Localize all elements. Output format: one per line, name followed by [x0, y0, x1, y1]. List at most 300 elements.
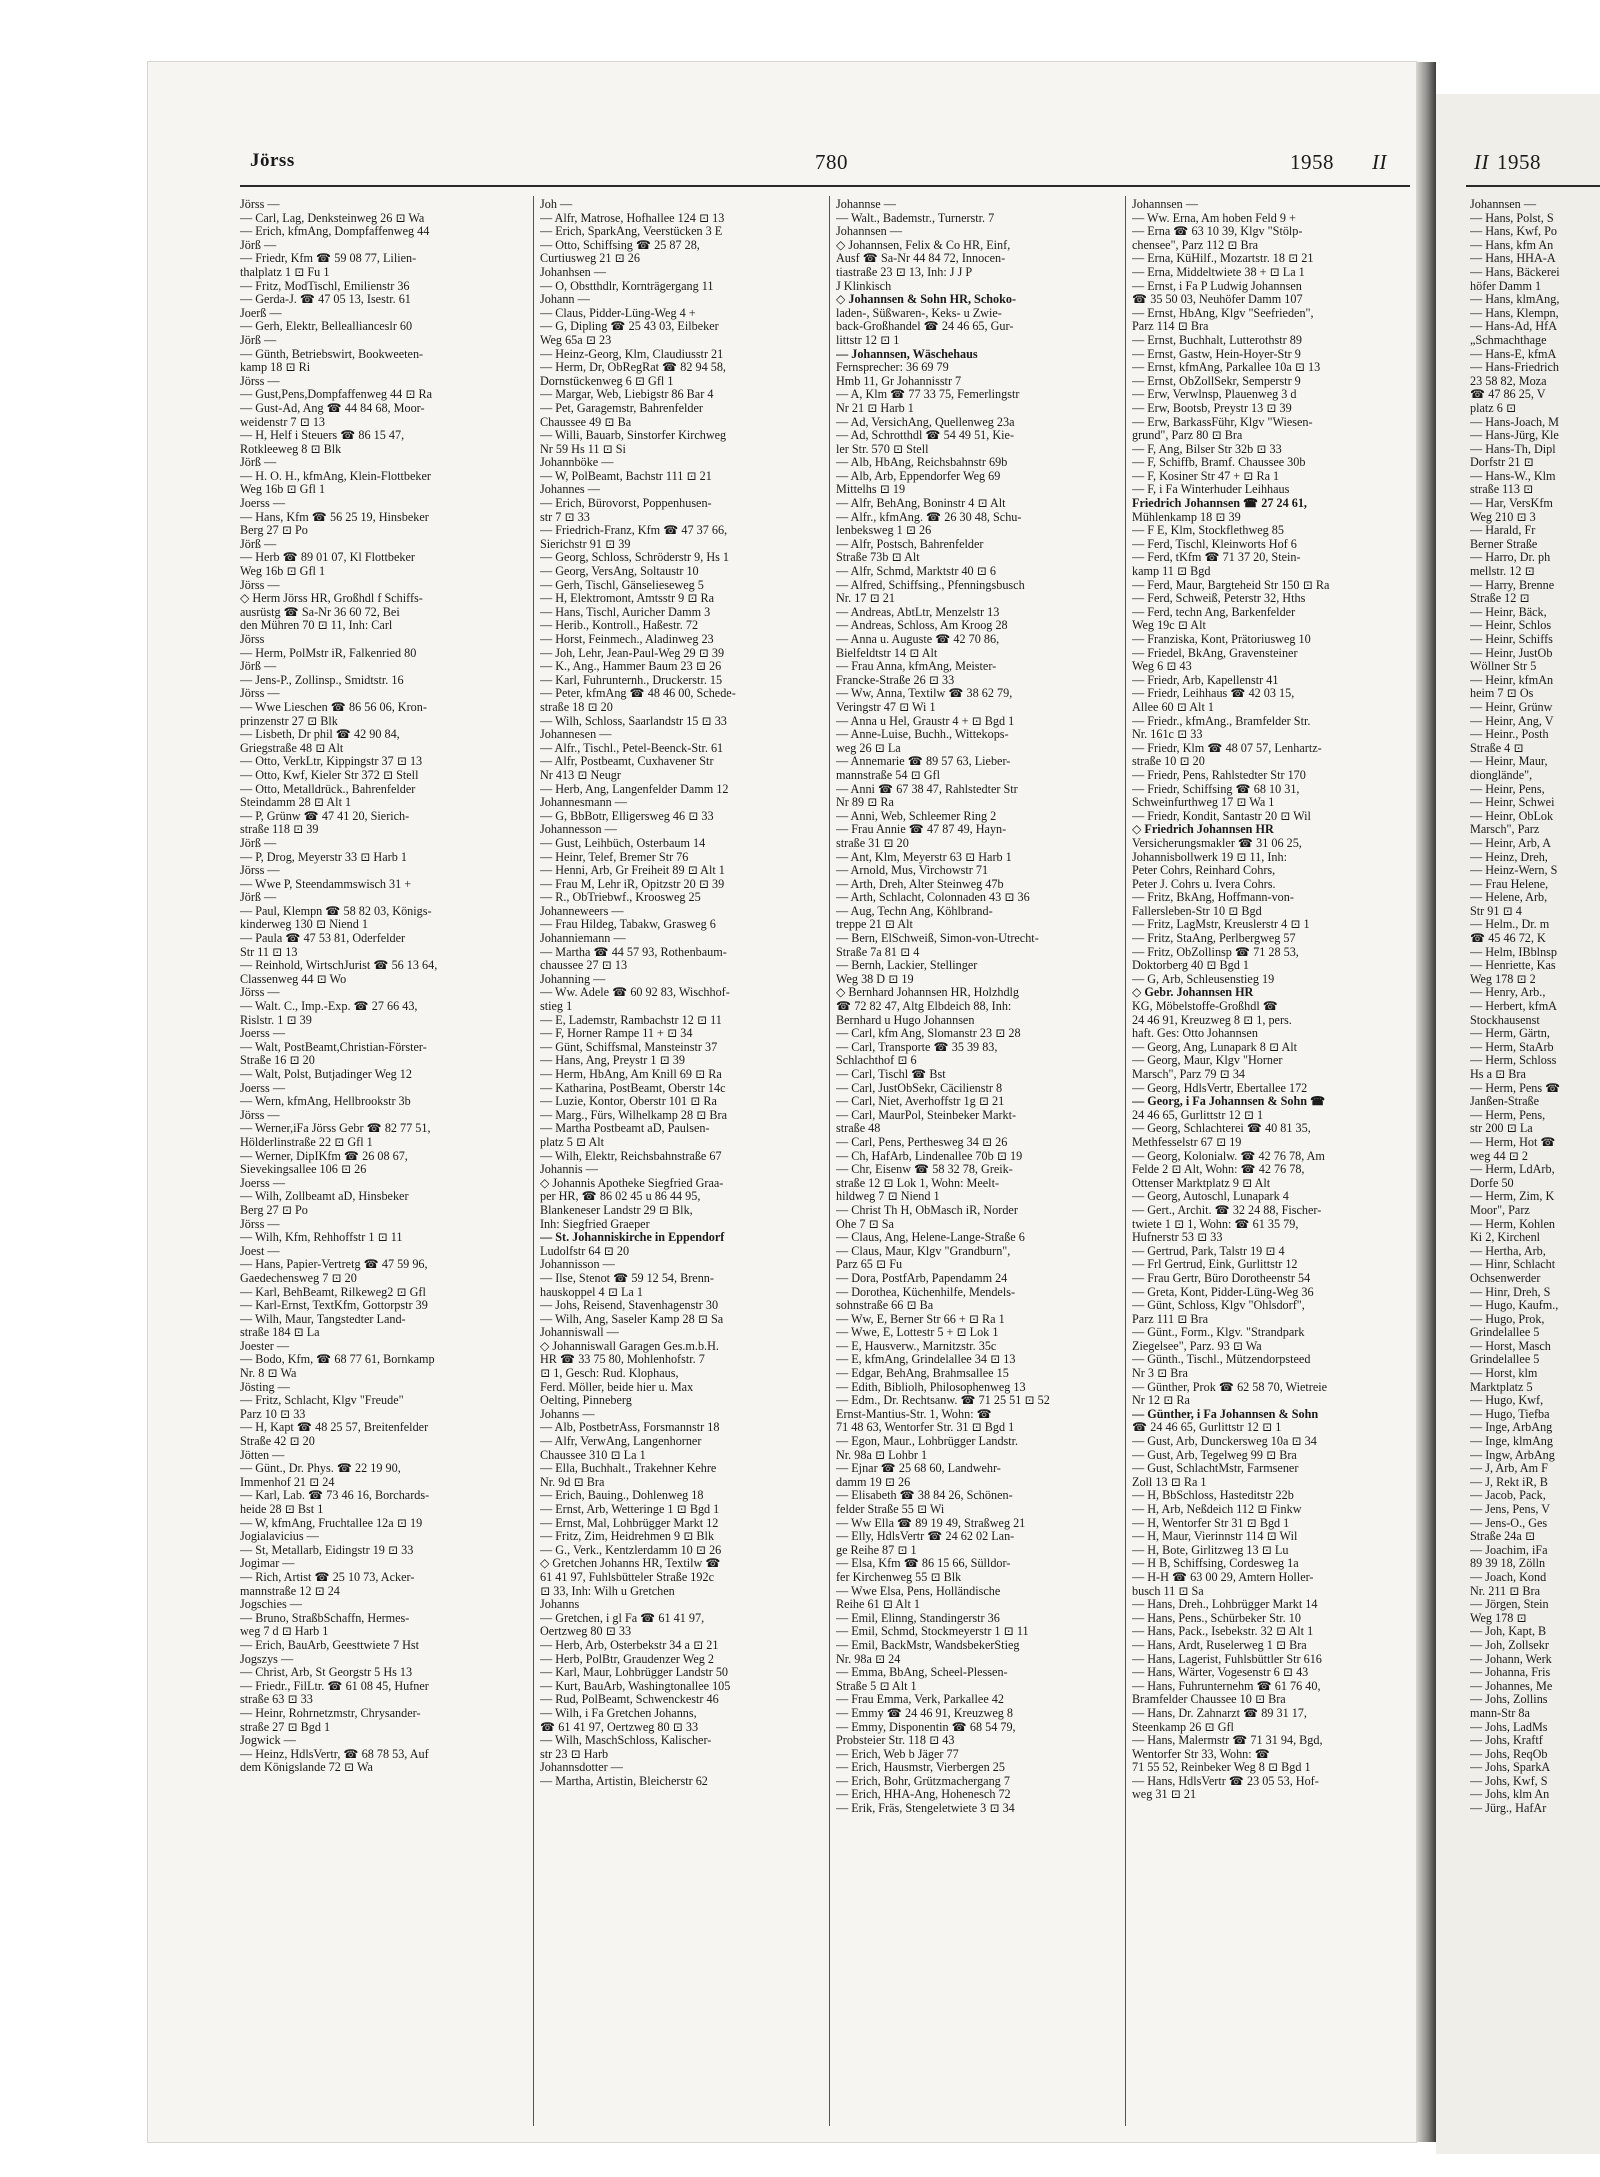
- directory-entry-line: — Otto, Schiffsing ☎ 25 87 28,: [540, 238, 700, 252]
- directory-entry-line: — Claus, Pidder-Lüng-Weg 4 +: [540, 306, 696, 320]
- directory-entry-line: — Friedel, BkAng, Gravensteiner: [1132, 646, 1298, 660]
- directory-entry-line: — Johs, Kwf, S: [1470, 1774, 1548, 1788]
- directory-entry-line: — Gretchen, i gl Fa ☎ 61 41 97,: [540, 1611, 705, 1625]
- directory-entry-line: — Hans, Malermstr ☎ 71 31 94, Bgd,: [1132, 1734, 1323, 1748]
- directory-entry-line: Moor", Parz: [1470, 1203, 1530, 1217]
- directory-entry-line: — Herm, Hot ☎: [1470, 1135, 1556, 1149]
- directory-entry-line: mannstraße 12 ⊡ 24: [240, 1584, 340, 1598]
- directory-entry-line: Friedrich Johannsen ☎ 27 24 61,: [1132, 497, 1307, 511]
- header-rule: [240, 185, 1410, 187]
- directory-entry-line: — Helene, Arb,: [1470, 891, 1548, 905]
- directory-entry-line: — Ernst, i Fa P Ludwig Johannsen: [1132, 279, 1302, 293]
- directory-entry-line: Doktorberg 40 ⊡ Bgd 1: [1132, 959, 1249, 973]
- directory-entry-line: — Heinz, HdlsVertr, ☎ 68 78 53, Auf: [240, 1747, 429, 1761]
- directory-entry-line: — Edgar, BehAng, Brahmsallee 15: [836, 1367, 1009, 1381]
- directory-entry-line: — Johs, LadMs: [1470, 1720, 1548, 1734]
- directory-entry-line: — Emmy ☎ 24 46 91, Kreuzweg 8: [836, 1706, 1013, 1720]
- directory-entry-line: — Heinr., Posth: [1470, 728, 1549, 742]
- directory-entry-line: kamp 11 ⊡ Bgd: [1132, 565, 1211, 579]
- directory-entry-line: Nr 89 ⊡ Ra: [836, 796, 894, 810]
- directory-entry-line: — Annemarie ☎ 89 57 63, Lieber-: [836, 755, 1011, 769]
- directory-entry-line: Jörss —: [240, 374, 280, 388]
- directory-entry-line: Johannböke —: [540, 456, 614, 470]
- directory-entry-line: Parz 114 ⊡ Bra: [1132, 320, 1209, 334]
- directory-entry-line: — P, Grünw ☎ 47 41 20, Sierich-: [240, 809, 410, 823]
- directory-entry-line: — Herm, LdArb,: [1470, 1163, 1555, 1177]
- directory-entry-line: — Elisabeth ☎ 38 84 26, Schönen-: [836, 1489, 1013, 1503]
- directory-entry-line: — Friedr, Arb, Kapellenstr 41: [1132, 673, 1279, 687]
- directory-entry-line: — Inge, ArbAng: [1470, 1421, 1553, 1435]
- directory-entry-line: — Erw, BarkassFühr, Klgv "Wiesen-: [1132, 415, 1313, 429]
- directory-entry-line: Sievekingsallee 106 ⊡ 26: [240, 1163, 367, 1177]
- directory-entry-line: platz 6 ⊡: [1470, 401, 1517, 415]
- directory-entry-line: Ottenser Marktplatz 9 ⊡ Alt: [1132, 1176, 1271, 1190]
- directory-entry-line: straße 10 ⊡ 20: [1132, 755, 1205, 769]
- directory-entry-line: — Paula ☎ 47 53 81, Oderfelder: [240, 932, 406, 946]
- directory-entry-line: — A, Klm ☎ 77 33 75, Femerlingstr: [836, 388, 1020, 402]
- directory-entry-line: — Herm, StaArb: [1470, 1040, 1554, 1054]
- directory-entry-line: Ferd. Möller, beide hier u. Max: [540, 1380, 694, 1394]
- directory-entry-line: Berg 27 ⊡ Po: [240, 524, 308, 538]
- directory-entry-line: Straße 16 ⊡ 20: [240, 1054, 315, 1068]
- directory-entry-line: — Carl, Pens, Perthesweg 34 ⊡ 26: [836, 1135, 1008, 1149]
- directory-entry-line: Mühlenkamp 18 ⊡ 39: [1132, 510, 1241, 524]
- directory-entry-line: — Gust, SchlachtMstr, Farmsener: [1132, 1462, 1299, 1476]
- directory-entry-line: Classenweg 44 ⊡ Wo: [240, 972, 347, 986]
- directory-entry-line: Weg 16b ⊡ Gfl 1: [240, 565, 326, 579]
- column-divider: [829, 196, 830, 2126]
- directory-entry-line: busch 11 ⊡ Sa: [1132, 1584, 1204, 1598]
- directory-entry-line: — F, Ang, Bilser Str 32b ⊡ 33: [1132, 442, 1282, 456]
- directory-entry-line: Straße 7a 81 ⊡ 4: [836, 945, 920, 959]
- directory-entry-line: — Hans, Kwf, Po: [1470, 225, 1558, 239]
- directory-entry-line: — Wilh, Elektr, Reichsbahnstraße 67: [540, 1149, 722, 1163]
- directory-entry-line: — Otto, Metalldrück., Bahrenfelder: [240, 782, 416, 796]
- directory-entry-line: Str 11 ⊡ 13: [240, 945, 298, 959]
- directory-entry-line: — R., ObTriebwf., Kroosweg 25: [540, 891, 701, 905]
- directory-entry-line: — Herm, PolMstr iR, Falkenried 80: [240, 646, 417, 660]
- directory-entry-line: — Peter, kfmAng ☎ 48 46 00, Schede-: [540, 687, 736, 701]
- directory-entry-line: — Helm., Dr. m: [1470, 918, 1550, 932]
- directory-entry-line: — Erich, Bauing., Dohlenweg 18: [540, 1489, 704, 1503]
- directory-entry-line: — H, Elektromont, Amtsstr 9 ⊡ Ra: [540, 592, 715, 606]
- directory-entry-line: — Johs, ReqOb: [1470, 1747, 1548, 1761]
- directory-entry-line: — Gerh, Elektr, Belleallianceslr 60: [240, 320, 413, 334]
- directory-entry-line: — Ilse, Stenot ☎ 59 12 54, Brenn-: [540, 1271, 714, 1285]
- directory-entry-line: — Gertrud, Park, Talstr 19 ⊡ 4: [1132, 1244, 1285, 1258]
- directory-entry-line: — H. O. H., kfmAng, Klein-Flottbeker: [240, 469, 431, 483]
- directory-entry-line: — Jens-P., Zollinsp., Smidtstr. 16: [240, 673, 404, 687]
- directory-entry-line: — Georg, Kolonialw. ☎ 42 76 78, Am: [1132, 1149, 1325, 1163]
- directory-entry-line: sohnstraße 66 ⊡ Ba: [836, 1299, 934, 1313]
- directory-entry-line: — Erna ☎ 63 10 39, Klgv "Stölp-: [1132, 225, 1303, 239]
- directory-entry-line: straße 113 ⊡: [1470, 483, 1534, 497]
- directory-entry-line: — H, Maur, Vierinnstr 114 ⊡ Wil: [1132, 1530, 1298, 1544]
- directory-entry-line: — Hans, HdlsVertr ☎ 23 05 53, Hof-: [1132, 1774, 1319, 1788]
- directory-column-2: [540, 198, 822, 2133]
- directory-entry-line: — K., Ang., Hammer Baum 23 ⊡ 26: [540, 660, 722, 674]
- directory-entry-line: — Heinz-Georg, Klm, Claudiusstr 21: [540, 347, 724, 361]
- directory-entry-line: — Ernst, Buchhalt, Lutterothstr 89: [1132, 333, 1302, 347]
- directory-entry-line: Ohe 7 ⊡ Sa: [836, 1217, 894, 1231]
- directory-entry-line: — Bernh, Lackier, Stellinger: [836, 959, 978, 973]
- directory-entry-line: — Henni, Arb, Gr Freiheit 89 ⊡ Alt 1: [540, 864, 725, 878]
- directory-entry-line: — Helm, IBblnsp: [1470, 945, 1558, 959]
- directory-entry-line: Grindelallee 5: [1470, 1353, 1540, 1367]
- directory-entry-line: weg 7 d ⊡ Harb 1: [240, 1625, 329, 1639]
- directory-entry-line: — Hans, Wärter, Vogesenstr 6 ⊡ 43: [1132, 1666, 1309, 1680]
- directory-entry-line: Nr 12 ⊡ Ra: [1132, 1394, 1190, 1408]
- directory-entry-line: — Ww, Anna, Textilw ☎ 38 62 79,: [836, 687, 1013, 701]
- directory-entry-line: Dornstückenweg 6 ⊡ Gfl 1: [540, 374, 674, 388]
- directory-entry-line: — Erw, Verwlnsp, Plauenweg 3 d: [1132, 388, 1297, 402]
- directory-entry-line: — Carl, kfm Ang, Slomanstr 23 ⊡ 28: [836, 1027, 1021, 1041]
- directory-entry-line: — Ad, VersichAng, Quellenweg 23a: [836, 415, 1015, 429]
- directory-entry-line: — H B, Schiffsing, Cordesweg 1a: [1132, 1557, 1299, 1571]
- directory-entry-line: — Hinr, Schlacht: [1470, 1258, 1556, 1272]
- directory-entry-line: — Heinz-Wern, S: [1470, 864, 1558, 878]
- directory-entry-line: Ausf ☎ Sa-Nr 44 84 72, Innocen-: [836, 252, 1006, 266]
- directory-entry-line: — Herb, Arb, Osterbekstr 34 a ⊡ 21: [540, 1638, 719, 1652]
- directory-entry-line: — Alb, Arb, Eppendorfer Weg 69: [836, 469, 1001, 483]
- directory-entry-line: — Herm, Kohlen: [1470, 1217, 1555, 1231]
- directory-entry-line: — Joh, Kapt, B: [1470, 1625, 1547, 1639]
- directory-entry-line: Ki 2, Kirchenl: [1470, 1231, 1541, 1245]
- directory-entry-line: — Carl, Transporte ☎ 35 39 83,: [836, 1040, 998, 1054]
- directory-entry-line: Johannes —: [540, 483, 600, 497]
- directory-entry-line: — Georg, HdlsVertr, Ebertallee 172: [1132, 1081, 1308, 1095]
- directory-entry-line: — Erw, Bootsb, Preystr 13 ⊡ 39: [1132, 401, 1292, 415]
- directory-entry-line: Zoll 13 ⊡ Ra 1: [1132, 1475, 1207, 1489]
- directory-entry-line: stieg 1: [540, 1000, 573, 1014]
- directory-entry-line: — Ernst, kfmAng, Parkallee 10a ⊡ 13: [1132, 361, 1321, 375]
- directory-entry-line: — Ferd, techn Ang, Barkenfelder: [1132, 605, 1296, 619]
- directory-entry-line: 24 46 65, Gurlittstr 12 ⊡ 1: [1132, 1108, 1264, 1122]
- directory-entry-line: Joerss —: [240, 1176, 286, 1190]
- directory-entry-line: — Günt., Form., Klgv. "Strandpark: [1132, 1326, 1305, 1340]
- directory-entry-line: — Johann, Werk: [1470, 1652, 1552, 1666]
- directory-entry-line: — Johanna, Fris: [1470, 1666, 1551, 1680]
- directory-entry-line: Schweinfurthweg 17 ⊡ Wa 1: [1132, 796, 1275, 810]
- directory-entry-line: — H, Bote, Girlitzweg 13 ⊡ Lu: [1132, 1543, 1289, 1557]
- directory-entry-line: — Karl, Fuhrunternh., Druckerstr. 15: [540, 673, 723, 687]
- directory-entry-line: Jogimar —: [240, 1557, 295, 1571]
- directory-entry-line: — Harro, Dr. ph: [1470, 551, 1551, 565]
- directory-entry-line: kinderweg 130 ⊡ Niend 1: [240, 918, 368, 932]
- directory-entry-line: — H, Kapt ☎ 48 25 57, Breitenfelder: [240, 1421, 429, 1435]
- directory-entry-line: — Hugo, Prok,: [1470, 1312, 1545, 1326]
- directory-entry-line: Jogwick —: [240, 1734, 296, 1748]
- directory-entry-line: platz 5 ⊡ Alt: [540, 1135, 605, 1149]
- directory-entry-line: Weg 19c ⊡ Alt: [1132, 619, 1206, 633]
- directory-entry-line: — Otto, Kwf, Kieler Str 372 ⊡ Stell: [240, 768, 419, 782]
- directory-entry-line: — Herm, Gärtn,: [1470, 1027, 1550, 1041]
- directory-entry-line: — St, Metallarb, Eidingstr 19 ⊡ 33: [240, 1543, 414, 1557]
- directory-entry-line: ◇ Herm Jörss HR, Großhdl f Schiffs-: [240, 592, 423, 606]
- directory-entry-line: Chaussee 310 ⊡ La 1: [540, 1448, 646, 1462]
- directory-entry-line: — Marg., Fürs, Wilhelkamp 28 ⊡ Bra: [540, 1108, 727, 1122]
- directory-entry-line: — Wwe, E, Lottestr 5 + ⊡ Lok 1: [836, 1326, 999, 1340]
- directory-entry-line: — Frau M, Lehr iR, Opitzstr 20 ⊡ 39: [540, 877, 725, 891]
- directory-entry-line: — Anna u. Auguste ☎ 42 70 86,: [836, 633, 1000, 646]
- directory-entry-line: — Hertha, Arb,: [1470, 1244, 1546, 1258]
- directory-entry-line: — F, Horner Rampe 11 + ⊡ 34: [540, 1027, 693, 1041]
- directory-entry-line: Jörss —: [240, 1217, 280, 1231]
- directory-entry-line: — Hans, Dreh., Lohbrügger Markt 14: [1132, 1598, 1318, 1612]
- directory-entry-line: Chaussee 49 ⊡ Ba: [540, 415, 632, 429]
- directory-entry-line: — Wilh, Ang, Saseler Kamp 28 ⊡ Sa: [540, 1312, 724, 1326]
- directory-entry-line: back-Großhandel ☎ 24 46 65, Gur-: [836, 320, 1014, 334]
- directory-entry-line: Johannsen —: [836, 225, 903, 239]
- directory-entry-line: — Andreas, AbtLtr, Menzelstr 13: [836, 605, 1000, 619]
- directory-entry-line: heide 28 ⊡ Bst 1: [240, 1503, 324, 1516]
- directory-entry-line: — Heinr, Rohrnetzmstr, Chrysander-: [240, 1706, 421, 1720]
- directory-entry-line: — Herb ☎ 89 01 07, Kl Flottbeker: [240, 551, 415, 565]
- directory-entry-line: str 23 ⊡ Harb: [540, 1747, 609, 1761]
- directory-entry-line: — Friedr, Leihhaus ☎ 42 03 15,: [1132, 687, 1295, 701]
- directory-entry-line: — E, Lademstr, Rambachstr 12 ⊡ 11: [540, 1013, 722, 1027]
- directory-entry-line: ☎ 35 50 03, Neuhöfer Damm 107: [1132, 293, 1303, 307]
- directory-entry-line: — Kurt, BauArb, Washingtonallee 105: [540, 1679, 731, 1693]
- directory-entry-line: Peter Cohrs, Reinhard Cohrs,: [1132, 864, 1276, 878]
- directory-entry-line: prinzenstr 27 ⊡ Blk: [240, 714, 338, 728]
- directory-entry-line: Dorfstr 21 ⊡: [1470, 456, 1534, 470]
- directory-entry-line: — Ingw, ArbAng: [1470, 1448, 1555, 1462]
- directory-entry-line: Nr 59 Hs 11 ⊡ Si: [540, 442, 626, 456]
- directory-entry-line: mellstr. 12 ⊡: [1470, 565, 1535, 579]
- directory-entry-line: — F, i Fa Winterhuder Leihhaus: [1132, 483, 1290, 497]
- directory-entry-line: Bielfeldtstr 14 ⊡ Alt: [836, 646, 938, 660]
- directory-entry-line: — Hans, Ang, Preystr 1 ⊡ 39: [540, 1054, 685, 1068]
- directory-entry-line: — Heinr, Arb, A: [1470, 836, 1552, 850]
- directory-entry-line: straße 48: [836, 1122, 881, 1136]
- directory-entry-line: Ludolfstr 64 ⊡ 20: [540, 1244, 630, 1258]
- directory-entry-line: — Georg, Autoschl, Lunapark 4: [1132, 1190, 1289, 1204]
- directory-entry-line: Jörss —: [240, 986, 280, 1000]
- directory-entry-line: — Wilh, Maur, Tangstedter Land-: [240, 1312, 406, 1326]
- directory-entry-line: ⊡ 33, Inh: Wilh u Gretchen: [540, 1584, 675, 1598]
- directory-entry-line: — Hans, Pens., Schürbeker Str. 10: [1132, 1611, 1301, 1625]
- directory-entry-line: Marktplatz 5: [1470, 1380, 1533, 1394]
- directory-entry-line: Weg 65a ⊡ 23: [540, 333, 612, 347]
- directory-entry-line: — Emma, BbAng, Scheel-Plessen-: [836, 1666, 1008, 1680]
- running-head-year: 1958: [1290, 150, 1334, 174]
- directory-entry-line: — Claus, Maur, Klgv "Grandburn",: [836, 1244, 1011, 1258]
- directory-entry-line: Jösting —: [240, 1380, 290, 1394]
- directory-entry-line: — Aug, Techn Ang, Köhlbrand-: [836, 904, 993, 918]
- directory-entry-line: Weg 178 ⊡ 2: [1470, 972, 1536, 986]
- directory-entry-line: den Mühren 70 ⊡ 11, Inh: Carl: [240, 619, 393, 633]
- directory-entry-line: — Frl Gertrud, Eink, Gurlittstr 12: [1132, 1258, 1298, 1272]
- directory-entry-line: — Emil, Elinng, Standingerstr 36: [836, 1611, 1000, 1625]
- directory-entry-line: Johannsen —: [1470, 198, 1537, 211]
- directory-entry-line: — Ferd, Maur, Bargteheid Str 150 ⊡ Ra: [1132, 578, 1330, 592]
- directory-entry-line: — Ferd, Tischl, Kleinworts Hof 6: [1132, 537, 1297, 551]
- directory-entry-line: — Herbert, kfmA: [1470, 1000, 1557, 1014]
- directory-entry-line: straße 63 ⊡ 33: [240, 1693, 313, 1707]
- directory-entry-line: — Herm, Zim, K: [1470, 1190, 1555, 1204]
- directory-entry-line: — Walt, PostBeamt,Christian-Förster-: [240, 1040, 427, 1054]
- directory-entry-line: Jogialavicius —: [240, 1530, 319, 1544]
- directory-entry-line: — O, Obstthdlr, Kornträgergang 11: [540, 279, 714, 293]
- directory-entry-line: — Erich, Bohr, Grützmachergang 7: [836, 1774, 1010, 1788]
- directory-entry-line: — Horst, klm: [1470, 1367, 1538, 1381]
- directory-entry-line: hauskoppel 4 ⊡ La 1: [540, 1285, 643, 1299]
- directory-entry-line: — Günth., Tischl., Mützendorpsteed: [1132, 1353, 1311, 1367]
- right-page-column: [1470, 198, 1600, 2133]
- directory-entry-line: — Wilh, Schloss, Saarlandstr 15 ⊡ 33: [540, 714, 727, 728]
- directory-entry-line: — F E, Klm, Stockflethweg 85: [1132, 524, 1284, 538]
- directory-entry-line: Marsch", Parz: [1470, 823, 1540, 837]
- directory-entry-line: Johannsdotter —: [540, 1761, 623, 1775]
- directory-entry-line: Joerß —: [240, 306, 282, 320]
- directory-entry-line: fer Kirchenweg 55 ⊡ Blk: [836, 1570, 962, 1584]
- directory-entry-line: Nr. 98a ⊡ Lohbr 1: [836, 1448, 928, 1462]
- directory-entry-line: — Anna u Hel, Graustr 4 + ⊡ Bgd 1: [836, 714, 1015, 728]
- directory-column-1: [240, 198, 522, 2133]
- directory-entry-line: ◇ Friedrich Johannsen HR: [1132, 823, 1274, 837]
- directory-entry-line: — Ww. Adele ☎ 60 92 83, Wischhof-: [540, 986, 730, 1000]
- directory-entry-line: Peter J. Cohrs u. Ivera Cohrs.: [1132, 877, 1276, 891]
- directory-entry-line: ler Str. 570 ⊡ Stell: [836, 442, 929, 456]
- directory-entry-line: ☎ 45 46 72, K: [1470, 932, 1546, 946]
- directory-entry-line: Johanning —: [540, 972, 606, 986]
- directory-entry-line: — St. Johanniskirche in Eppendorf: [540, 1231, 725, 1245]
- directory-entry-line: — Fritz, Schlacht, Klgv "Freude": [240, 1394, 404, 1408]
- directory-entry-line: — Erik, Fräs, Stengeletwiete 3 ⊡ 34: [836, 1802, 1015, 1816]
- directory-entry-line: — Heinr, Telef, Bremer Str 76: [540, 850, 689, 864]
- directory-entry-line: chaussee 27 ⊡ 13: [540, 959, 628, 973]
- directory-entry-line: — Jacob, Pack,: [1470, 1489, 1546, 1503]
- directory-entry-line: Janßen-Straße: [1470, 1095, 1540, 1109]
- directory-entry-line: — Hugo, Kaufm.,: [1470, 1299, 1559, 1313]
- directory-entry-line: — Heinr, ObLok: [1470, 809, 1554, 823]
- directory-entry-line: Berner Straße: [1470, 537, 1538, 551]
- directory-entry-line: — Heinz, Dreh,: [1470, 850, 1548, 864]
- directory-entry-line: straße 118 ⊡ 39: [240, 823, 319, 837]
- directory-entry-line: Nr. 17 ⊡ 21: [836, 592, 895, 606]
- directory-entry-line: — Heinr, kfmAn: [1470, 673, 1554, 687]
- directory-entry-line: Fernsprecher: 36 69 79: [836, 361, 949, 375]
- directory-entry-line: Ernst-Mantius-Str. 1, Wohn: ☎: [836, 1407, 992, 1421]
- directory-entry-line: Nr 3 ⊡ Bra: [1132, 1367, 1188, 1381]
- directory-entry-line: — Edm., Dr. Rechtsanw. ☎ 71 25 51 ⊡ 52: [836, 1394, 1050, 1408]
- directory-entry-line: weg 26 ⊡ La: [836, 741, 901, 755]
- directory-entry-line: — Christ, Arb, St Georgstr 5 Hs 13: [240, 1666, 413, 1680]
- directory-entry-line: 71 48 63, Wentorfer Str. 31 ⊡ Bgd 1: [836, 1421, 1015, 1435]
- directory-entry-line: Jörss: [240, 633, 265, 646]
- directory-entry-line: — Ferd, tKfm ☎ 71 37 20, Stein-: [1132, 551, 1301, 565]
- directory-entry-line: grund", Parz 80 ⊡ Bra: [1132, 429, 1243, 443]
- directory-entry-line: — Frau Annie ☎ 47 87 49, Hayn-: [836, 823, 1007, 837]
- directory-entry-line: — Arth, Dreh, Alter Steinweg 47b: [836, 877, 1004, 891]
- directory-entry-line: Reihe 61 ⊡ Alt 1: [836, 1598, 921, 1612]
- directory-entry-line: — Alfr, VerwAng, Langenhorner: [540, 1435, 702, 1449]
- directory-entry-line: ◇ Gretchen Johanns HR, Textilw ☎: [540, 1557, 721, 1571]
- directory-entry-line: Wöllner Str 5: [1470, 660, 1537, 674]
- directory-entry-line: ◇ Bernhard Johannsen HR, Holzhdlg: [836, 986, 1020, 1000]
- directory-entry-line: — Ww Ella ☎ 89 19 49, Straßweg 21: [836, 1516, 1026, 1530]
- column-divider: [1125, 196, 1126, 2126]
- directory-entry-line: — Luzie, Kontor, Oberstr 101 ⊡ Ra: [540, 1095, 717, 1109]
- directory-entry-line: — Erna, Middeltwiete 38 + ⊡ La 1: [1132, 265, 1305, 279]
- directory-entry-line: Veringstr 47 ⊡ Wi 1: [836, 700, 936, 714]
- directory-entry-line: — Hans, Bäckerei: [1470, 265, 1560, 279]
- directory-entry-line: Straße 12 ⊡: [1470, 592, 1530, 606]
- directory-entry-line: Hmb 11, Gr Johannisstr 7: [836, 374, 962, 388]
- directory-entry-line: — Jürg., HafAr: [1470, 1802, 1547, 1816]
- directory-entry-line: — Hans-Friedrich: [1470, 361, 1560, 375]
- directory-entry-line: damm 19 ⊡ 26: [836, 1475, 911, 1489]
- directory-entry-line: — Erich, Bürovorst, Poppenhusen-: [540, 497, 712, 511]
- directory-entry-line: — P, Drog, Meyerstr 33 ⊡ Harb 1: [240, 850, 407, 864]
- directory-entry-line: — Johs, SparkA: [1470, 1761, 1551, 1775]
- directory-entry-line: — Ernst, Gastw, Hein-Hoyer-Str 9: [1132, 347, 1301, 361]
- directory-entry-line: Johannis —: [540, 1163, 598, 1177]
- directory-entry-line: weg 31 ⊡ 21: [1132, 1788, 1197, 1802]
- directory-entry-line: Johanhsen —: [540, 265, 607, 279]
- right-page-year: 1958: [1497, 150, 1541, 174]
- directory-entry-line: — Jörgen, Stein: [1470, 1598, 1549, 1612]
- directory-entry-line: — Karl-Ernst, TextKfm, Gottorpstr 39: [240, 1299, 428, 1313]
- directory-entry-line: — Günther, Prok ☎ 62 58 70, Wietreie: [1132, 1380, 1328, 1394]
- directory-entry-line: — Hans, HHA-A: [1470, 252, 1556, 266]
- directory-entry-line: Johannisson —: [540, 1258, 615, 1272]
- directory-entry-line: 89 39 18, Zölln: [1470, 1557, 1546, 1571]
- directory-entry-line: — Gerda-J. ☎ 47 05 13, Isestr. 61: [240, 293, 411, 307]
- directory-entry-line: Curtiusweg 21 ⊡ 26: [540, 252, 640, 266]
- directory-entry-line: Str 91 ⊡ 4: [1470, 904, 1522, 918]
- directory-entry-line: Fallersleben-Str 10 ⊡ Bgd: [1132, 904, 1262, 918]
- directory-entry-line: laden-, Süßwaren-, Keks- u Zwie-: [836, 306, 1002, 320]
- directory-entry-line: — Hans, Kfm ☎ 56 25 19, Hinsbeker: [240, 510, 429, 524]
- directory-entry-line: Jörß —: [240, 333, 277, 347]
- directory-entry-line: — Erna, KüHilf., Mozartstr. 18 ⊡ 21: [1132, 252, 1314, 266]
- directory-entry-line: chensee", Parz 112 ⊡ Bra: [1132, 238, 1259, 252]
- directory-entry-line: — Georg, Maur, Klgv "Horner: [1132, 1054, 1283, 1068]
- directory-entry-line: — Ch, HafArb, Lindenallee 70b ⊡ 19: [836, 1149, 1023, 1163]
- directory-entry-line: felder Straße 55 ⊡ Wi: [836, 1503, 945, 1516]
- directory-entry-line: — Walt, Polst, Butjadinger Weg 12: [240, 1068, 412, 1081]
- directory-entry-line: Griegstraße 48 ⊡ Alt: [240, 741, 344, 755]
- directory-entry-line: Methfesselstr 67 ⊡ 19: [1132, 1135, 1242, 1149]
- directory-entry-line: hildweg 7 ⊡ Niend 1: [836, 1190, 940, 1204]
- directory-entry-line: Johann —: [540, 293, 590, 307]
- directory-entry-line: Jörss —: [240, 1108, 280, 1122]
- directory-entry-line: — Herb, Ang, Langenfelder Damm 12: [540, 782, 729, 796]
- directory-entry-line: — Hans-E, kfmA: [1470, 347, 1557, 361]
- directory-entry-line: — Georg, Ang, Lunapark 8 ⊡ Alt: [1132, 1040, 1298, 1054]
- directory-entry-line: — Hans-Jürg, Kle: [1470, 429, 1559, 443]
- directory-entry-line: Mittelhs ⊡ 19: [836, 483, 906, 497]
- running-head-volume: II: [1372, 150, 1387, 174]
- directory-entry-line: lenbeksweg 1 ⊡ 26: [836, 524, 932, 538]
- directory-entry-line: — Wilh, Zollbeamt aD, Hinsbeker: [240, 1190, 409, 1204]
- directory-entry-line: — Wilh, i Fa Gretchen Johanns,: [540, 1706, 697, 1720]
- directory-entry-line: Straße 24a ⊡: [1470, 1530, 1536, 1544]
- directory-entry-line: Jötten —: [240, 1448, 285, 1462]
- directory-entry-line: 23 58 82, Moza: [1470, 374, 1547, 388]
- directory-entry-line: — H, Helf i Steuers ☎ 86 15 47,: [240, 429, 405, 443]
- directory-entry-line: — Erich, kfmAng, Dompfaffenweg 44: [240, 225, 430, 239]
- directory-entry-line: — Ernst, Mal, Lohbrügger Markt 12: [540, 1516, 719, 1530]
- directory-entry-line: — Gust, Arb, Dunckersweg 10a ⊡ 34: [1132, 1435, 1317, 1449]
- directory-entry-line: — Ernst, Arb, Wetteringe 1 ⊡ Bgd 1: [540, 1503, 720, 1516]
- directory-entry-line: Hs a ⊡ Bra: [1470, 1068, 1526, 1081]
- directory-entry-line: — Johs, Reisend, Stavenhagenstr 30: [540, 1299, 719, 1313]
- directory-entry-line: littstr 12 ⊡ 1: [836, 333, 900, 347]
- directory-entry-line: — Reinhold, WirtschJurist ☎ 56 13 64,: [240, 959, 438, 973]
